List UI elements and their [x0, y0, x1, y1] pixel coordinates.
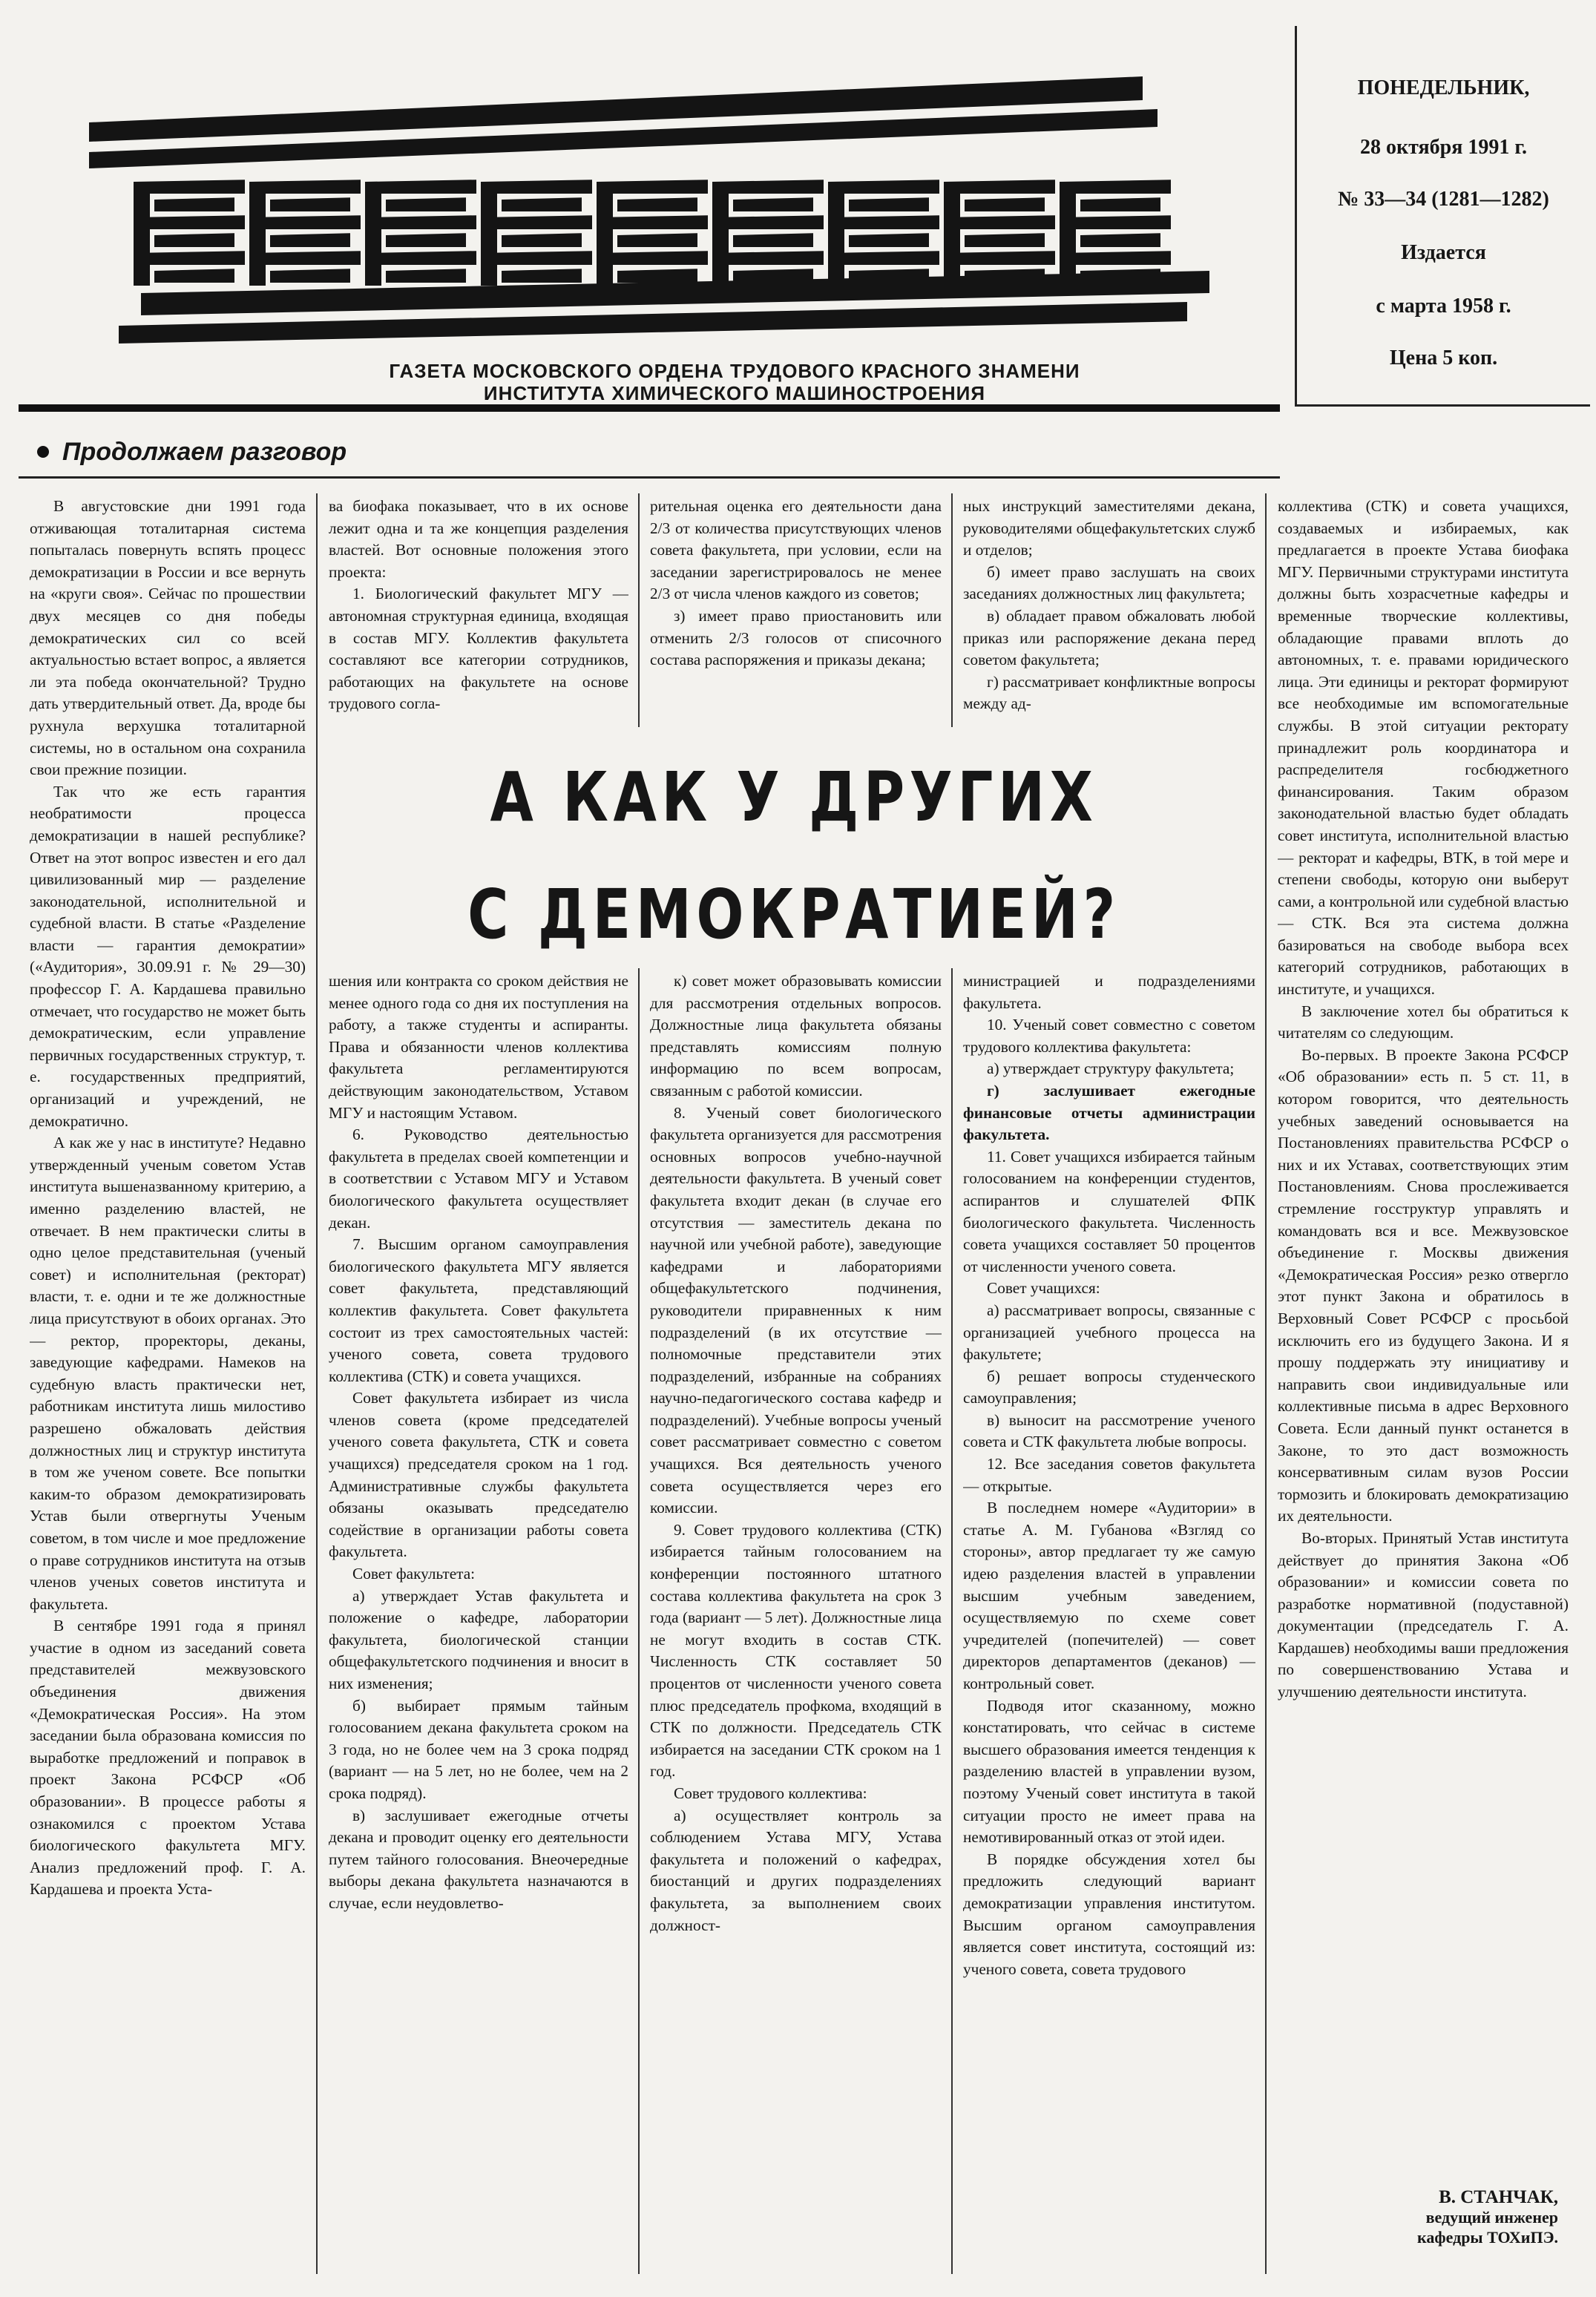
logo-stripe — [712, 180, 824, 194]
paragraph: г) рассматривает конфликтные вопросы между ад- — [963, 672, 1255, 713]
logo-stripe — [154, 197, 234, 211]
logo-stripe — [134, 251, 245, 265]
bullet-icon — [37, 446, 49, 458]
paragraph: 1. Биологический факультет МГУ — автономная структурная единица, входящая в состав МГУ. Коллектив факультета составляют все категории сотрудников, работающих на факультете на основе трудового согла- — [329, 585, 628, 713]
paragraph: Совет учащихся: — [987, 1279, 1100, 1298]
paragraph: В августовские дни 1991 года отживающая тоталитарная система попыталась повернуть вспять процесс демократизации в России и все вернуть на «круги своя». Сейчас по прошествии двух месяцев со дня победы демократических сил со всей актуальностью встает вопрос, а является ли эта победа окончательной? Трудно дать утвердительный ответ. Да, вроде бы рухнула верхушка тоталитарной системы, но в остальном она сохранила свои прежние позиции. — [30, 497, 306, 779]
logo-graphic — [89, 70, 1217, 367]
paragraph: В порядке обсуждения хотел бы предложить следующий вариант демократизации управления институтом. Высшим органом самоуправления является совет института, состоящий из: ученого совета, совета трудового — [963, 1850, 1255, 1978]
headline-line-2: С ДЕМОКРАТИЕЙ? — [467, 875, 1120, 954]
logo-stripe — [386, 197, 466, 211]
column-rule-2-bottom — [638, 968, 640, 2274]
paragraph: в) обладает правом обжаловать любой приказ или распоряжение декана перед советом факультета; — [963, 606, 1255, 669]
logo-stripe — [249, 215, 361, 229]
article-column-2-top — [329, 496, 628, 726]
paragraph: 8. Ученый совет биологического факультета организуется для рассмотрения основных вопросов учебно-научной деятельности факультета. В ученый совет факультета входит декан (в случае его отсутствия — заместитель декана по научной или учебной работе), заведующие кафедрами и лабораториями общефакультетского подчинения, руководители приравненных к ним подразделений (в их отсутствие — полномочные представители этих подразделений, избранные на собраниях научно-педагогического состава кафедр и подразделений). Учебные вопросы ученый совет рассматривает совместно с советом учащихся. Вся деятельность ученого совета осуществляется через его комиссии. — [650, 1103, 942, 1517]
article-column-3-top — [650, 496, 942, 726]
logo-stripe — [1080, 197, 1160, 211]
logo-stripe — [944, 180, 1055, 194]
paragraph: Совет факультета избирает из числа членов совета (кроме председателей ученого совета факультета, СТК и совета учащихся) председателя сроком на 1 год. Административные службы факультета обязаны оказывать председателю содействие в организации работы совета факультета. — [329, 1389, 628, 1561]
logo-stripe — [365, 180, 476, 194]
logo-stripe — [828, 251, 939, 265]
logo-stem — [597, 182, 613, 286]
issue-price: Цена 5 коп. — [1389, 346, 1498, 369]
paragraph: В сентябре 1991 года я принял участие в одном из заседаний совета представителей межвузовского объединения движения «Демократическая Россия». На этом заседании была образована комиссия по выработке предложений и поправок в проект Закона РСФСР «Об образовании». В процессе работы я ознакомился с проектом Устава биологического факультета МГУ. Анализ предложений проф. Г. А. Кардашева и проекта Уста- — [30, 1617, 306, 1899]
logo-stripe — [617, 269, 697, 283]
logo-stripe — [733, 197, 813, 211]
article-column-4-top — [963, 496, 1255, 726]
issue-info-box — [1295, 26, 1590, 407]
logo-stripe — [270, 197, 350, 211]
paragraph: Во-вторых. Принятый Устав института действует до принятия Закона «Об образовании» и комиссии совета по разработке нормативной (подуставной) документации (председатель Г. А. Кардашев) необходимы ваши предложения по совершенствованию Устава и улучшению деятельности института. — [1278, 1528, 1569, 1701]
paragraph: Так что же есть гарантия необратимости процесса демократизации в нашей республике? Ответ на этот вопрос известен и его дал цивилизованный мир — разделение законодательной, исполнительной и судебной власти. В статье «Разделение власти — гарантия демократии» («Аудитория», 30.09.91 г. № 29—30) профессор Г. А. Кардашева правильно отмечает, что государство не может быть демократическим, если управление первичных государственных структур, т. е. государственных предприятий, организаций и учреждений, не демократично. — [30, 782, 306, 1130]
paragraph: В заключение хотел бы обратиться к читателям со следующим. — [1278, 1002, 1569, 1042]
logo-stem — [828, 182, 844, 286]
logo-stripe — [502, 233, 582, 247]
author-name: В. СТАНЧАК, — [1439, 2187, 1558, 2207]
logo-stripe — [733, 233, 813, 247]
logo-stripe — [502, 269, 582, 283]
paragraph: а) утверждает Устав факультета и положение о кафедре, лаборатории факультета, биологической станции общефакультетского подчинения и вносит в них изменения; — [329, 1586, 628, 1692]
paragraph: коллектива (СТК) и совета учащихся, создаваемых и избираемых, как предлагается в проекте Устава биофака МГУ. Первичными структурами института должны быть хозрасчетные кафедры и временные творческие коллективы, обладающие правами вплоть до автономных, т. е. правами юридического лица. Эти единицы и ректорат формируют все необходимые им вспомогательные службы. В этой ситуации ректорату принадлежит роль координатора и распределителя госбюджетного финансирования. Таким образом законодательной властью будет обладать совет института, исполнительной властью — ректорат и кафедры, ВТК, в той мере и степени свободы, которую они выберут сами, а контрольной или судебной властью — СТК. Вся эта система должна базироваться на свободе выбора всех категорий сотрудников, работающих в институте, и учащихся. — [1278, 497, 1569, 999]
logo-stripe — [617, 233, 697, 247]
paragraph: а) утверждает структуру факультета; — [987, 1059, 1235, 1078]
logo-stripe — [386, 269, 466, 283]
logo-stripe — [154, 233, 234, 247]
logo-stripe — [502, 197, 582, 211]
column-rule-1 — [316, 493, 318, 2274]
logo-stripe — [481, 215, 592, 229]
logo-stripe — [712, 251, 824, 265]
logo-stem — [712, 182, 729, 286]
article-column-1 — [30, 496, 306, 2273]
paragraph: рительная оценка его деятельности дана 2/3 от количества присутствующих членов совета факультета, при условии, если на заседании зарегистрировалось не менее 2/3 от числа членов каждого из советов; — [650, 497, 942, 603]
paragraph: 9. Совет трудового коллектива (СТК) избирается тайным голосованием на конференции постоянного штатного состава коллектива факультета на срок 3 года (вариант — 5 лет). Должностные лица не могут входить в состав СТК. Численность СТК составляет 50 процентов от численности ученого совета плюс председатель профкома, входящий в СТК по должности. Председатель СТК избирается на заседании СТК сроком на 1 год. — [650, 1520, 942, 1781]
logo-stripe — [597, 215, 708, 229]
logo-stripe — [270, 269, 350, 283]
paragraph: ва биофака показывает, что в их основе лежит одна и та же концепция разделения властей. Вот основные положения этого проекта: — [329, 497, 628, 581]
logo-stem — [481, 182, 497, 286]
issue-date: 28 октября 1991 г. — [1360, 136, 1527, 159]
logo-stripe — [249, 180, 361, 194]
paragraph: 11. Совет учащихся избирается тайным голосованием на конференции студентов, аспирантов и слушателей ФПК биологического факультета. Численность совета учащихся составляет 50 процентов от численности ученого совета. — [963, 1147, 1255, 1275]
subtitle-line-2: ИНСТИТУТА ХИМИЧЕСКОГО МАШИНОСТРОЕНИЯ — [483, 382, 986, 404]
paragraph: б) имеет право заслушать на своих заседаниях должностных лиц факультета; — [963, 562, 1255, 603]
paragraph: в) заслушивает ежегодные отчеты декана и проводит оценку его деятельности путем тайного голосования. Внеочередные выборы декана факультета назначаются в случае, если неудовлетво- — [329, 1806, 628, 1912]
published-since: с марта 1958 г. — [1376, 295, 1511, 318]
author-role: ведущий инженер — [1425, 2208, 1558, 2227]
logo-stripe — [849, 197, 929, 211]
paragraph: 12. Все заседания советов факультета — открытые. — [963, 1455, 1255, 1495]
paragraph: В последнем номере «Аудитории» в статье А. М. Губанова «Взгляд со стороны», автор предлагает ту же самую идею разделения властей в управлении высшим учебным заведением, осуществляемую по схеме совет учредителей (попечителей) — совет директоров департаментов (деканов) — контрольный совет. — [963, 1499, 1255, 1692]
published-label: Издается — [1401, 241, 1486, 264]
column-rule-3-bottom — [951, 968, 953, 2274]
logo-stripe — [270, 233, 350, 247]
paragraph: Совет трудового коллектива: — [674, 1784, 867, 1802]
logo-stripe — [481, 180, 592, 194]
logo-stripe — [365, 215, 476, 229]
logo-stripe — [154, 269, 234, 283]
logo-stripe — [386, 233, 466, 247]
headline-line-1: А КАК У ДРУГИХ — [490, 758, 1098, 837]
logo-stripe — [597, 251, 708, 265]
logo-stripe — [597, 180, 708, 194]
column-rule-3-top — [951, 493, 953, 727]
paragraph: б) решает вопросы студенческого самоуправления; — [963, 1367, 1255, 1407]
paragraph: шения или контракта со сроком действия не менее одного года со дня их поступления на работу, а также студенты и аспиранты. Права и обязанности членов коллектива факультета регламентируются действующим законодательством, Уставом МГУ и настоящим Уставом. — [329, 972, 628, 1122]
logo-stripe — [944, 251, 1055, 265]
paragraph: г) заслушивает ежегодные финансовые отчеты администрации факультета. — [963, 1081, 1255, 1144]
paragraph: Во-первых. В проекте Закона РСФСР «Об образовании» есть п. 5 ст. 11, в котором говорится, что деятельность учебных заведений основывается на Постановлениях правительства РСФСР о них и их Уставах, соответствующих этим Постановлениям. Снова прослеживается стремление госструктур управлять и командовать вся и все. Межвузовское объединение г. Москвы движения «Демократическая Россия» резко отвергло этот пункт Закона и обратилось в Верховный Совет РСФСР с просьбой исключить его из будущего Закона. И я прошу поддержать эту инициативу и направить свои индивидуальные или коллективные письма в адрес Верховного Совета. Если данный пункт останется в Законе, то это даст возможность консервативным силам вузов России тормозить и блокировать демократизацию их деятельности. — [1278, 1045, 1569, 1525]
logo-stripe — [134, 180, 245, 194]
masthead-logo — [89, 70, 1217, 367]
logo-stem — [365, 182, 381, 286]
logo-stripe — [828, 215, 939, 229]
column-rule-4 — [1265, 493, 1267, 2274]
rubric — [30, 438, 490, 475]
logo-stripe — [249, 251, 361, 265]
logo-stripe — [365, 251, 476, 265]
headline — [410, 749, 1177, 963]
logo-stripe — [1080, 233, 1160, 247]
article-column-2-bottom — [329, 970, 628, 2274]
author-signature — [1265, 2187, 1558, 2247]
paragraph: 10. Ученый совет совместно с советом трудового коллектива факультета: — [963, 1016, 1255, 1056]
logo-stripe — [712, 215, 824, 229]
paragraph: в) выносит на рассмотрение ученого совета и СТК факультета любые вопросы. — [963, 1410, 1255, 1451]
logo-stem — [134, 182, 150, 286]
logo-stripe — [617, 197, 697, 211]
logo-stripe — [134, 215, 245, 229]
paragraph: а) осуществляет контроль за соблюдением Устава МГУ, Устава факультета и положений о кафедрах, биостанций и других подразделениях факультета, за выполнением своих должност- — [650, 1806, 942, 1934]
paragraph: а) рассматривает вопросы, связанные с организацией учебного процесса на факультете; — [963, 1301, 1255, 1364]
masthead-rule — [19, 404, 1280, 412]
newspaper-subtitle — [319, 360, 1150, 404]
paragraph: 6. Руководство деятельностью факультета в пределах своей компетенции и в соответствии с Уставом МГУ и Уставом биологического факультета осуществляет декан. — [329, 1126, 628, 1232]
logo-stripe — [965, 233, 1045, 247]
logo-stripe — [1060, 215, 1171, 229]
paragraph: к) совет может образовывать комиссии для рассмотрения отдельных вопросов. Должностные лица факультета обязаны представлять комиссиям полную информацию по всем вопросам, связанным с работой комиссии. — [650, 972, 942, 1100]
weekday: ПОНЕДЕЛЬНИК, — [1357, 76, 1530, 99]
logo-stripe — [965, 197, 1045, 211]
logo-stripe — [481, 251, 592, 265]
paragraph: 7. Высшим органом самоуправления биологического факультета МГУ является совет факультета, представляющий коллектив факультета. Совет факультета состоит из трех самостоятельных частей: ученого совета, совета трудового коллектива (СТК) и совета учащихся. — [329, 1235, 628, 1385]
article-column-5 — [1278, 496, 1569, 2180]
rubric-rule — [19, 476, 1280, 479]
issue-number: № 33—34 (1281—1282) — [1338, 188, 1549, 211]
subtitle-line-1: ГАЗЕТА МОСКОВСКОГО ОРДЕНА ТРУДОВОГО КРАСНОГО ЗНАМЕНИ — [389, 360, 1080, 382]
logo-stem — [249, 182, 266, 286]
paragraph: з) имеет право приостановить или отменить 2/3 голосов от списочного состава распоряжения и приказы декана; — [650, 606, 942, 669]
author-department: кафедры ТОХиПЭ. — [1417, 2228, 1558, 2247]
logo-stem — [1060, 182, 1076, 286]
paragraph: министрацией и подразделениями факультета. — [963, 972, 1255, 1012]
paragraph: б) выбирает прямым тайным голосованием декана факультета сроком на 3 года, но не более чем на 3 срока подряд (вариант — на 5 лет, но не более, чем на 2 срока подряд). — [329, 1696, 628, 1802]
rubric-label: Продолжаем разговор — [62, 438, 347, 466]
logo-stem — [944, 182, 960, 286]
column-rule-2-top — [638, 493, 640, 727]
article-column-3-bottom — [650, 970, 942, 2274]
logo-stripe — [1060, 251, 1171, 265]
paragraph: Подводя итог сказанному, можно констатировать, что сейчас в системе высшего образования имеется тенденция к разделению властей в управлении вузом, поэтому Ученый совет института в такой ситуации просто не имеет права на немотивированный отказ от этой идеи. — [963, 1696, 1255, 1847]
paragraph: ных инструкций заместителями декана, руководителями общефакультетских служб и отделов; — [963, 497, 1255, 559]
paragraph: А как же у нас в институте? Недавно утвержденный ученым советом Устав института вышеназванному критерию, а именно разделению властей, не отвечает. В нем практически слиты в одно целое представительная (ученый совет) и исполнительная (ректорат) власти, т. е. одни и те же должностные лица присутствуют в обоих органах. Это — ректор, проректоры, деканы, заведующие кафедрами. Намеков на судебную власть практически нет, работникам института лишь милостиво разрешено обжаловать действия должностных лиц и структур института в том же ученом совете. Все попытки каким-то образом демократизировать Устав были отвергнуты Ученым советом, в том числе и мое предложение о праве сотрудников института на отзыв членов ученых советов института и факультета. — [30, 1134, 306, 1613]
logo-stripe — [828, 180, 939, 194]
logo-stripe — [1060, 180, 1171, 194]
article-column-4-bottom — [963, 970, 1255, 2274]
paragraph: Совет факультета: — [352, 1565, 476, 1583]
logo-stripe — [849, 233, 929, 247]
logo-stripe — [944, 215, 1055, 229]
